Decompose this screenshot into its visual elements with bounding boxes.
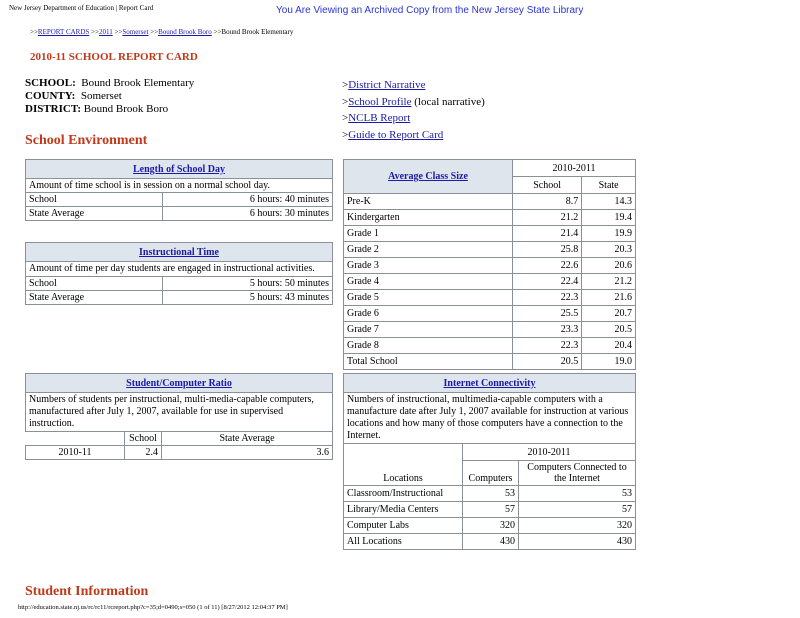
internet-desc: Numbers of instructional, multimedia-capable computers with a manufacture date after July 1, 2007 available for instruction at various locations and how many of those computers have a connection to the Internet. — [344, 393, 636, 444]
table-row: Total School 20.5 19.0 — [344, 354, 636, 370]
class-size-table: Average Class Size 2010-2011 School State Pre-K 8.7 14.3 Kindergarten 21.2 19.4 Grade 1 21.4 19.9 Grade 2 25.8 20.3 Grade 3 22.6 20.6 Grade 4 22.4 21.2 Grade 5 22.3 21.6 Grade 6 25.5 20.7 Grade 7 23.3 20.5 Grade 8 22.3 20.4 Total School 20.5 19.0 — [343, 159, 636, 370]
breadcrumb-bound-brook-boro[interactable]: Bound Brook Boro — [158, 28, 212, 36]
table-row: 2010-11 2.4 3.6 — [26, 446, 333, 460]
table-row: School 6 hours: 40 minutes — [26, 193, 333, 207]
breadcrumb-current: Bound Brook Elementary — [221, 28, 294, 36]
district-name: Bound Brook Boro — [83, 103, 169, 115]
section-student-information: Student Information — [25, 584, 149, 599]
table-row: Grade 8 22.3 20.4 — [344, 338, 636, 354]
table-row: Grade 2 25.8 20.3 — [344, 242, 636, 258]
link-district-narrative[interactable]: District Narrative — [348, 79, 426, 91]
page-title: 2010-11 SCHOOL REPORT CARD — [30, 51, 198, 63]
school-name: Bound Brook Elementary — [81, 77, 195, 89]
page-header-left: New Jersey Department of Education | Report Card — [9, 4, 154, 12]
internet-connectivity-table: Internet Connectivity Numbers of instructional, multimedia-capable computers with a manufacture date after July 1, 2007 available for instruction at various locations and how many of those computers have a connection to the Internet. Locations 2010-2011 Computers Computers Connected to the Internet Classroom/Instructional 53 53 Library/Media Centers 57 57 Computer Labs 320 320 All Locations 430 430 — [343, 373, 636, 550]
link-guide[interactable]: Guide to Report Card — [348, 128, 444, 141]
breadcrumb: >>REPORT CARDS >>2011 >>Somerset >>Bound Brook Boro >>Bound Brook Elementary — [30, 28, 294, 36]
table-row: Computer Labs 320 320 — [344, 518, 636, 534]
length-of-day-desc: Amount of time school is in session on a normal school day. — [26, 179, 333, 193]
table-row: All Locations 430 430 — [344, 534, 636, 550]
table-row: Grade 5 22.3 21.6 — [344, 290, 636, 306]
length-of-day-table — [25, 159, 333, 221]
table-row: Grade 3 22.6 20.6 — [344, 258, 636, 274]
link-school-profile[interactable]: School Profile — [348, 95, 412, 108]
table-row: State Average 5 hours: 43 minutes — [26, 291, 333, 305]
table-row: Pre-K 8.7 14.3 — [344, 194, 636, 210]
breadcrumb-somerset[interactable]: Somerset — [122, 28, 149, 36]
table-row: Library/Media Centers 57 57 — [344, 502, 636, 518]
breadcrumb-2011[interactable]: 2011 — [98, 28, 113, 36]
instructional-time-link[interactable]: Instructional Time — [139, 246, 219, 258]
table-row: Grade 7 23.3 20.5 — [344, 322, 636, 338]
student-computer-desc: Numbers of students per instructional, multi-media-capable computers, manufactured after July 1, 2007, available for use in supervised instruction. — [26, 393, 333, 432]
internet-connectivity-link[interactable]: Internet Connectivity — [443, 377, 536, 389]
student-computer-link[interactable]: Student/Computer Ratio — [126, 377, 232, 389]
county-name: Somerset — [80, 90, 122, 102]
table-row: Classroom/Instructional 53 53 — [344, 486, 636, 502]
table-row: Grade 4 22.4 21.2 — [344, 274, 636, 290]
table-row: Grade 6 25.5 20.7 — [344, 306, 636, 322]
report-links: >District Narrative >School Profile (local narrative) >NCLB Report >Guide to Report Card — [342, 79, 485, 141]
instructional-time-desc: Amount of time per day students are engaged in instructional activities. — [26, 262, 333, 277]
student-computer-table: Student/Computer Ratio Numbers of students per instructional, multi-media-capable computers, manufactured after July 1, 2007, available for use in supervised instruction. School State Average 2010-11 2.4 3.6 — [25, 373, 333, 460]
class-size-link[interactable]: Average Class Size — [388, 171, 468, 182]
table-row: Kindergarten 21.2 19.4 — [344, 210, 636, 226]
length-of-day-link[interactable]: Length of School Day — [133, 163, 225, 175]
table-row: State Average 6 hours: 30 minutes — [26, 207, 333, 221]
instructional-time-table — [25, 242, 333, 305]
archive-notice: You Are Viewing an Archived Copy from the New Jersey State Library — [276, 5, 584, 16]
school-info: SCHOOL: Bound Brook Elementary COUNTY: Somerset DISTRICT: Bound Brook Boro — [25, 77, 195, 115]
link-nclb-report[interactable]: NCLB Report — [348, 112, 411, 124]
table-row: Grade 1 21.4 19.9 — [344, 226, 636, 242]
breadcrumb-report-cards[interactable]: REPORT CARDS — [37, 28, 90, 36]
page-footer-url: http://education.state.nj.us/rc/rc11/rcreport.php?c=35;d=0490;s=050 (1 of 11) [8/27/2012 12:04:37 PM] — [18, 604, 288, 611]
table-row: School 5 hours: 50 minutes — [26, 277, 333, 291]
section-school-environment: School Environment — [25, 133, 148, 148]
